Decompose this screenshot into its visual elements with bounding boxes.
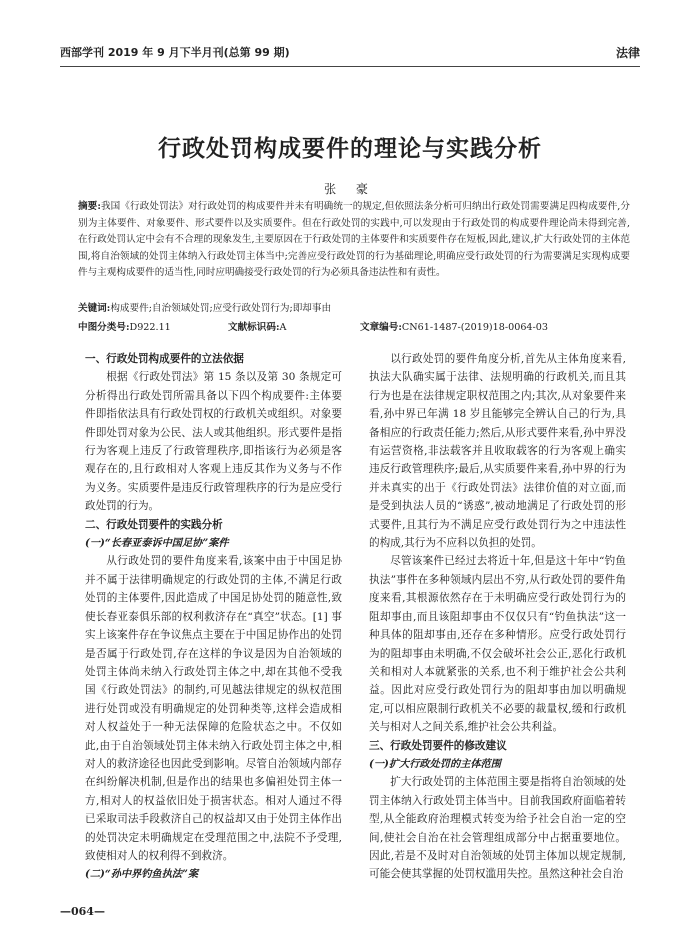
keywords-text: 构成要件;自治领域处罚;应受行政处罚行为;即却事由 xyxy=(110,303,332,314)
section-name: 法律 xyxy=(615,46,640,60)
clc-number xyxy=(78,320,171,336)
section-heading-1: 一、行政处罚构成要件的立法依据 xyxy=(85,353,244,365)
abstract-text: 我国《行政处罚法》对行政处罚的构成要件并未有明确统一的规定,但依照法条分析可归纳出行政处罚需要满足四构成要件,分别为主体要件、对象要件、形式要件以及实质要件。但在行政处罚的实践中,可以发现由于行政处罚的构成要件理论尚未得到完善,在行政处罚认定中会有不合理的现象发生,主要原因在于行政处罚的主体要件和实质要件存在短板,因此,建议,扩大行政处罚的主体范围,将自治领域的处罚主体纳入行政处罚主体当中;完善应受行政处罚的行为基础理论,明确应受行政处罚的行为需要满足实现构成要件与主观构成要件的适当性,同时应明确接受行政处罚的行为必须具备违法性和有责性。 xyxy=(78,201,630,279)
body-paragraph: 从行政处罚的要件角度来看,该案中由于中国足协并不属于法律明确规定的行政处罚的主体,不满足行政处罚的主体要件,因此造成了中国足协处罚的随意性,致使长春亚泰俱乐部的权利救济存在“真空”状态。[1] 事实上该案件存在争议焦点主要在于中国足协作出的处罚是否属于行政处罚,存在这样的争议是因为自治领域的处罚主体尚未纳入行政处罚主体之中,却在其他不受我国《行政处罚法》的制约,可见越法律规定的纵权范围进行处罚或没有明确规定的处罚种类等,这样会造成相对人权益处于一种无法保障的危险状态之中。不仅如此,由于自治领域处罚主体未纳入行政处罚主体之中,相对人的救济途径也因此受到影响。尽管自治领域内部存在纠纷解决机制,但是作出的结果也多偏袒处罚主体一方,相对人的权益依旧处于损害状态。相对人通过不得已采取司法手段救济自己的权益却又由于处罚主体作出的处罚决定未明确规定在受理范围之中,法院不予受理,致使相对人的权利得不到救济。 xyxy=(85,555,342,862)
abstract-label: 摘要: xyxy=(78,201,101,212)
right-column xyxy=(369,350,626,884)
document-code xyxy=(228,320,286,336)
abstract xyxy=(78,199,630,282)
doc-code-value: A xyxy=(279,322,287,333)
author-name: 张 豪 xyxy=(324,182,376,196)
keywords-label: 关键词: xyxy=(78,303,111,314)
section-heading-3: 三、行政处罚要件的修改建议 xyxy=(369,739,507,752)
article-number-label: 文章编号: xyxy=(360,322,402,333)
keywords xyxy=(78,301,630,317)
doc-code-label: 文献标识码: xyxy=(228,322,280,333)
body-paragraph: 尽管该案件已经过去将近十年,但是这十年中“钓鱼执法”事件在多种领域内层出不穷,从行政处罚的要件角度来看,其根源依然存在于未明确应受行政处罚行为的阻却事由,而且该阻却事由不仅仅只有“钓鱼执法”这一种具体的阻却事由,还存在多种情形。应受行政处罚行为的阻却事由未明确,不仅会破坏社会公正,恶化行政机关和相对人本就紧张的关系,也不利于维护社会公共利益。因此对应受行政处罚行为的阻却事由加以明确规定,可以相应限制行政机关不必要的裁量权,缓和行政机关与相对人之间关系,维护社会公共利益。 xyxy=(369,555,626,734)
article-title: 行政处罚构成要件的理论与实践分析 xyxy=(158,135,542,162)
body-paragraph: 以行政处罚的要件角度分析,首先从主体角度来看,执法大队确实属于法律、法规明确的行政机关,而且其行为也是在法律规定职权范围之内;其次,从对象要件来看,孙中界已年满 18 岁且能够完全辨认自己的行为,具备相应的行政责任能力;然后,从形式要件来看,孙中界没有运营资格,非法载客并且收取载客的行为客观上确实违反行政管理秩序;最后,从实质要件来看,孙中界的行为并未真实的出于《行政处罚法》法律价值的对立面,而是受到执法人员的“诱惑”,被动地满足了行政处罚的形式要件,且其行为不满足应受行政处罚行为之中违法性的构成,其行为不应科以负担的处罚。 xyxy=(369,353,626,550)
page-number: —064— xyxy=(60,905,105,918)
article-number xyxy=(360,320,548,336)
subsection-heading: (一)扩大行政处罚的主体范围 xyxy=(369,757,501,770)
article-metadata xyxy=(78,320,630,336)
left-column xyxy=(85,350,342,884)
clc-value: D922.11 xyxy=(129,322,171,333)
journal-issue: 西部学刊 2019 年 9 月下半月刊(总第 99 期) xyxy=(60,46,290,59)
subsection-heading: (二)“孙中界钓鱼执法”案 xyxy=(85,868,199,881)
body-paragraph: 根据《行政处罚法》第 15 条以及第 30 条规定可分析得出行政处罚所需具备以下四个构成要件:主体要件即指依法具有行政处罚权的行政机关或组织。对象要件即处罚对象为公民、法人或其他组织。形式要件是指行为客观上违反了行政管理秩序,即指该行为必须是客观存在的,且行政相对人客观上违反其作为义务与不作为义务。实质要件是违反行政管理秩序的行为是应受行政处罚的行为。 xyxy=(85,371,342,513)
clc-label: 中图分类号: xyxy=(78,322,130,333)
article-number-value: CN61-1487-(2019)18-0064-03 xyxy=(401,322,548,333)
header-divider xyxy=(60,66,640,67)
section-heading-2: 二、行政处罚要件的实践分析 xyxy=(85,518,223,531)
running-header xyxy=(60,44,640,64)
subsection-heading: (一)“长春亚泰诉中国足协”案件 xyxy=(85,537,229,550)
body-paragraph: 扩大行政处罚的主体范围主要是指将自治领域的处罚主体纳入行政处罚主体当中。目前我国政府面临着转型,从全能政府治理模式转变为给予社会自治一定的空间,使社会自治在社会管理组成部分中占据重要地位。因此,若是不及时对自治领域的处罚主体加以规定规制,可能会使其掌握的处罚权滥用失控。虽然这种社会自治 xyxy=(369,776,626,881)
